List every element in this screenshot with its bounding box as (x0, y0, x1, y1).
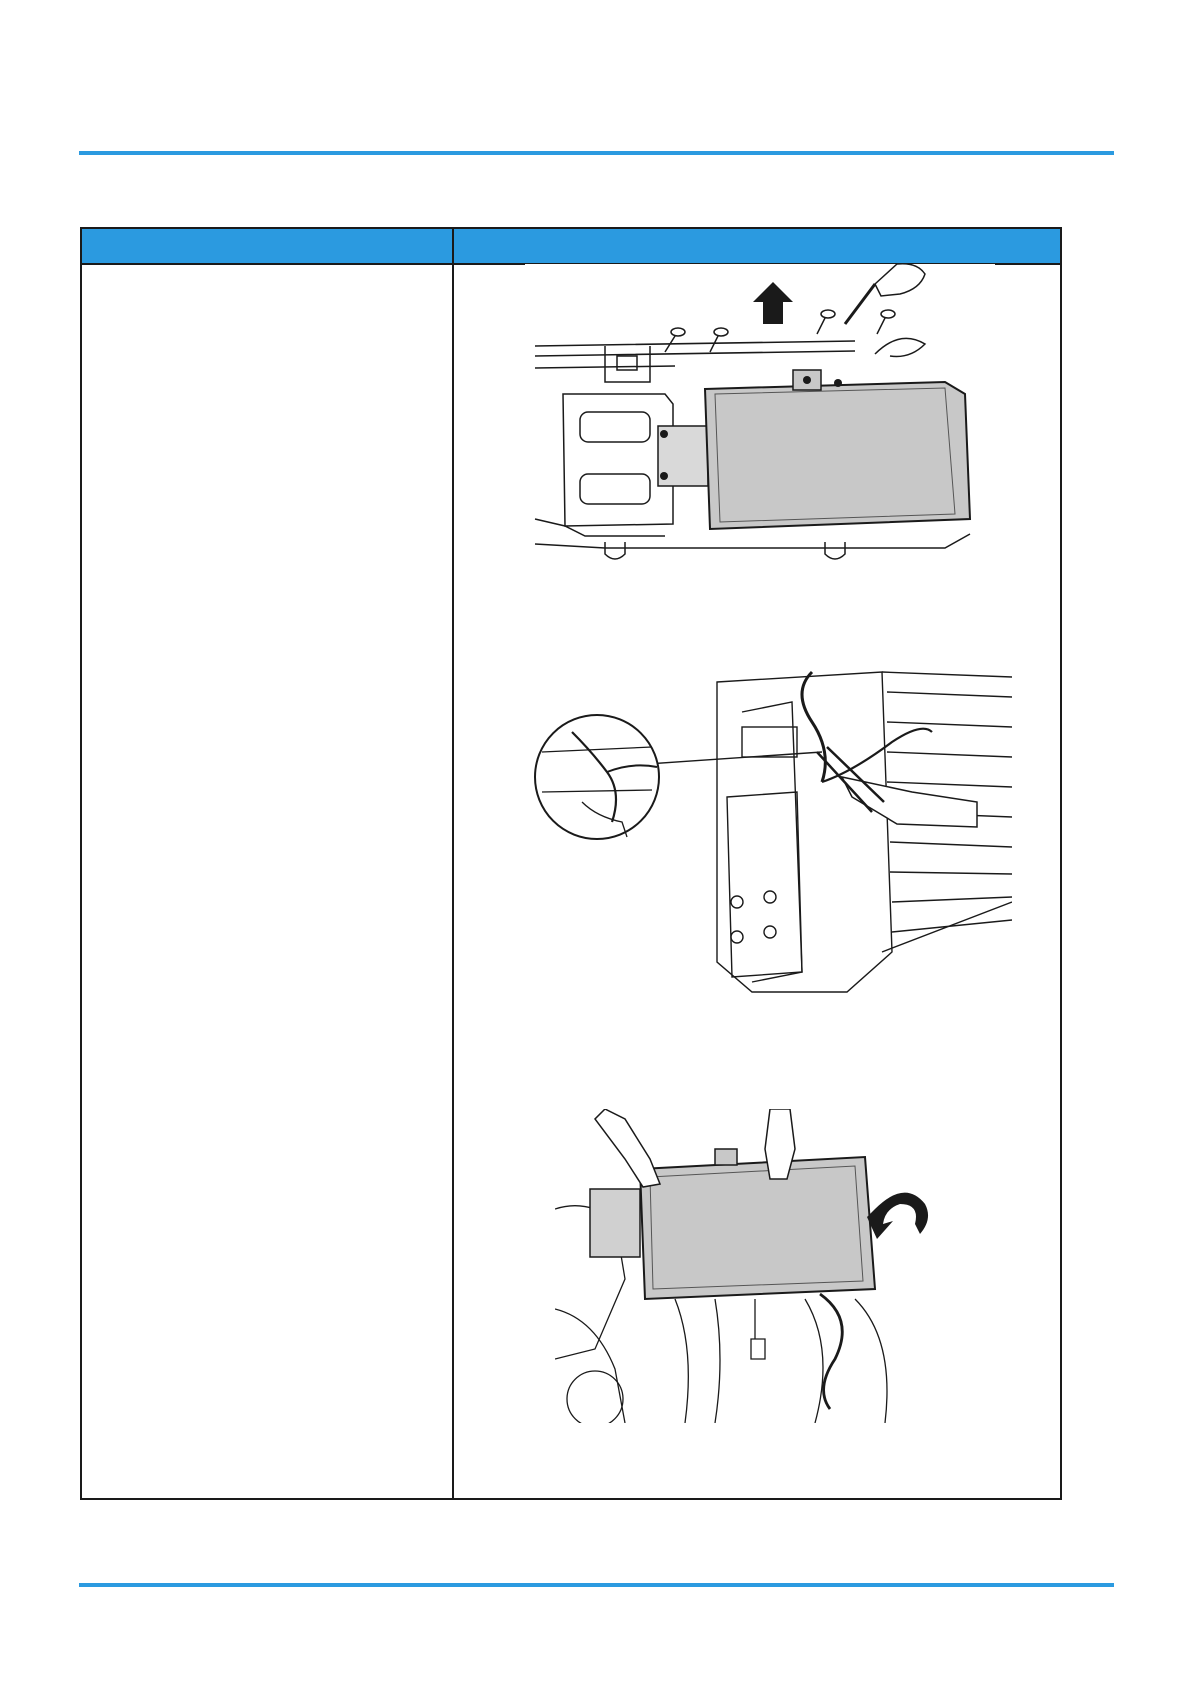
column-divider (452, 229, 454, 1498)
table-header-row (82, 229, 1060, 265)
remove-screws-lift-box-illustration (525, 264, 995, 584)
procedure-column-header (82, 229, 454, 263)
illustration-column-header (454, 229, 1060, 263)
cut-cable-tie-illustration (512, 652, 1012, 1030)
procedure-table (80, 227, 1062, 1500)
header-rule (79, 151, 1114, 155)
footer-rule (79, 1583, 1114, 1587)
flip-electric-box-illustration (555, 1109, 945, 1423)
procedure-cell (82, 265, 452, 1498)
